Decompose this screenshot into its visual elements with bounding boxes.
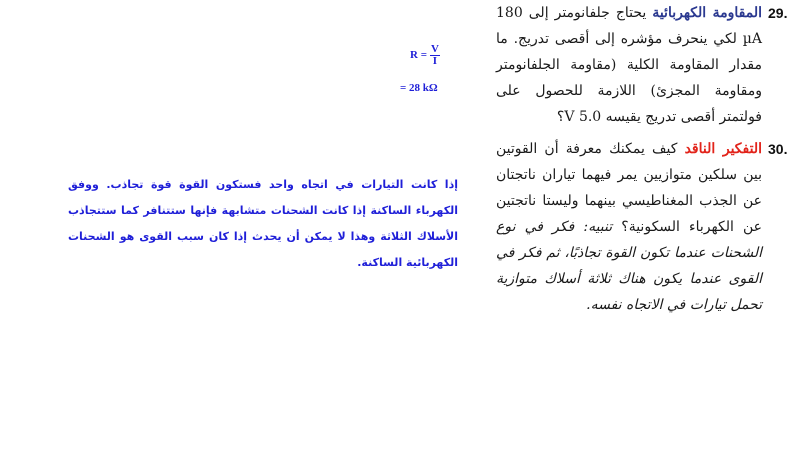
problem-body: [496, 136, 762, 318]
formula-fraction: [430, 44, 440, 67]
problem-body: [496, 0, 762, 130]
problem-number: 29.: [768, 5, 788, 21]
problem-29: [496, 0, 796, 130]
problem-text: يحتاج جلفانومتر إلى 180 µA لكي ينحرف مؤشره إلى أقصى تدريج. ما مقدار المقاومة الكلية (مقاومة الجلفانومتر ومقاومة المجزئ) اللازمة للحصول على فولتمتر أقصى تدريج يقيسه 5.0 V؟: [496, 5, 762, 125]
answer-29-result: = 28 kΩ: [400, 82, 438, 94]
problem-30: [496, 136, 796, 318]
problem-hint: تنبيه: فكر في نوع الشحنات عندما تكون القوة تجاذبًا، ثم فكر في القوى عندما يكون هناك ثلاثة أسلاك متوازية تحمل تيارات في الاتجاه نفسه.: [496, 219, 762, 313]
fraction-numerator: V: [430, 43, 439, 55]
answer-29-formula: [396, 44, 456, 67]
problem-number: 30.: [768, 141, 788, 157]
problem-term: المقاومة الكهربائية: [652, 5, 762, 21]
problem-text: كيف يمكنك معرفة أن القوتين بين سلكين متوازيين يمر فيهما تياران ناتجتان عن الجذب المغناطيسي بينهما وليستا ناتجتين عن الكهرباء السكونية؟: [496, 141, 763, 235]
answer-30-text: إذا كانت التيارات في اتجاه واحد فستكون القوة قوة تجاذب. ووفق الكهرباء الساكنة إذا كانت الشحنات متشابهة فإنها ستتنافر كما ستتجاذب الأسلاك الثلاثة وهذا لا يمكن أن يحدث إذا كان سبب القوى هو الشحنات الكهربائية الساكنة.: [68, 178, 458, 269]
problem-term: التفكير الناقد: [684, 141, 762, 157]
fraction-denominator: I: [432, 55, 438, 67]
formula-lhs: R =: [410, 49, 427, 61]
